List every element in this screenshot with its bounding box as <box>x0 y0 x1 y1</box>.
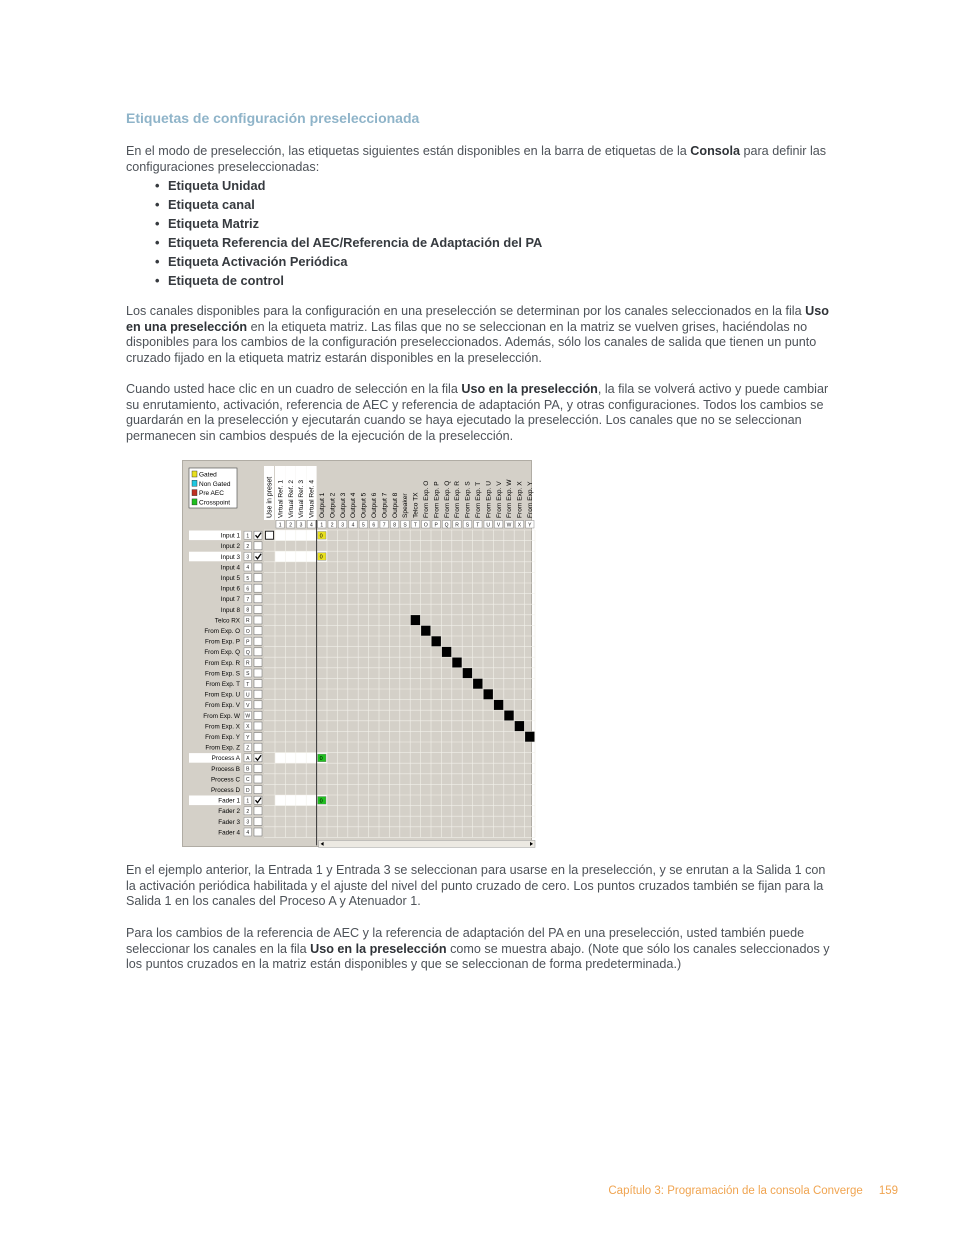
row-checkbox <box>254 690 262 698</box>
text-run: Los canales disponibles para la configuración en una preselección se determinan por los canales seleccionados en la fila <box>126 304 806 318</box>
row-code: Z <box>246 745 250 752</box>
row-checkbox <box>254 764 262 772</box>
column-code: 2 <box>289 522 292 529</box>
row-code: 2 <box>246 544 250 550</box>
routed-crosspoint <box>442 647 451 657</box>
crosspoint-level: 0 <box>319 798 323 805</box>
row-label: From Exp. Z <box>205 744 240 752</box>
column-header-label: Output 4 <box>350 492 358 518</box>
column-header-label: Output 3 <box>339 492 347 518</box>
matrix-grid <box>183 461 534 846</box>
page-footer <box>608 1185 898 1197</box>
row-label: Input 4 <box>220 564 240 572</box>
row-code: A <box>246 756 250 762</box>
row-checkbox <box>254 627 262 635</box>
column-code: V <box>496 522 501 529</box>
row-checkbox <box>254 574 262 582</box>
bold-term: Uso en la preselección <box>461 382 598 396</box>
focus-checkbox <box>266 531 274 539</box>
row-checkbox <box>254 616 262 624</box>
row-label: From Exp. P <box>205 638 240 646</box>
legend-label: Pre AEC <box>199 490 224 498</box>
row-checkbox <box>254 711 262 719</box>
row-code: R <box>245 618 250 625</box>
column-code: T <box>476 522 480 529</box>
bullet-icon: • <box>155 254 160 269</box>
routed-crosspoint <box>473 679 482 689</box>
row-checkbox <box>254 722 262 730</box>
routed-crosspoint <box>525 732 534 742</box>
row-checkbox <box>254 563 262 571</box>
column-header-label: From Exp. V <box>495 481 503 518</box>
row-code: C <box>245 777 250 784</box>
legend-swatch <box>192 499 197 505</box>
crosspoint-level: 0 <box>319 554 323 561</box>
row-label: Input 8 <box>220 606 240 614</box>
column-code: W <box>506 522 512 529</box>
row-code: D <box>245 787 250 794</box>
row-code: 6 <box>246 586 250 593</box>
column-header-label: From Exp. U <box>485 480 493 518</box>
column-code: Q <box>444 522 449 529</box>
text-run: para definir las configuraciones preseleccionadas: <box>126 144 827 174</box>
column-code: X <box>517 522 522 529</box>
bullet-icon: • <box>155 197 160 212</box>
use-in-preset-label: Use in preset <box>266 476 274 518</box>
section-heading: Etiquetas de configuración preseleccionada <box>126 110 420 126</box>
column-code: P <box>434 522 438 529</box>
column-code: 3 <box>341 522 344 529</box>
row-label: Fader 1 <box>218 797 240 805</box>
legend-swatch <box>192 471 197 477</box>
row-code: 1 <box>246 533 250 540</box>
list-item: • Etiqueta de control <box>155 273 284 288</box>
row-label: Input 3 <box>220 553 240 561</box>
row-label: Input 6 <box>220 585 240 593</box>
text-run: Cuando usted hace clic en un cuadro de selección en la fila <box>126 382 462 396</box>
row-checkbox <box>254 786 262 794</box>
bold-term: Uso en la preselección <box>310 941 447 956</box>
bold-term: Consola <box>690 144 740 158</box>
row-code: S <box>246 671 250 678</box>
aec-paragraph <box>126 926 832 973</box>
column-header-label: From Exp. S <box>464 481 472 518</box>
column-header-label: From Exp. O <box>423 480 430 518</box>
routed-crosspoint <box>411 615 420 625</box>
row-code: 4 <box>246 830 250 837</box>
row-checkbox <box>254 637 262 645</box>
column-header-label: Virtual Ref. 3 <box>298 480 306 518</box>
row-label: Fader 2 <box>218 808 240 816</box>
text-run: Para los cambios de la referencia de AEC y la referencia de adaptación del PA en una preselección, usted también puede seleccionar los canales en la fila <box>126 926 805 956</box>
checkbox-paragraph <box>126 382 832 445</box>
legend-swatch <box>192 490 197 496</box>
row-code: 3 <box>246 554 250 561</box>
list-item: • Etiqueta Referencia del AEC/Referencia de Adaptación del PA <box>155 235 543 250</box>
row-label: Process C <box>210 776 240 784</box>
column-header-label: Virtual Ref. 4 <box>308 480 316 518</box>
routed-crosspoint <box>515 721 524 731</box>
list-item: • Etiqueta Activación Periódica <box>155 254 348 269</box>
row-code: 4 <box>246 565 250 572</box>
routed-crosspoint <box>504 711 513 721</box>
row-checkbox <box>254 648 262 656</box>
bold-term: Uso en una preselección <box>126 304 829 334</box>
row-code: O <box>245 628 250 635</box>
page-number: 159 <box>878 1185 898 1197</box>
list-item: • Etiqueta canal <box>155 197 255 212</box>
row-label: From Exp. U <box>204 691 240 699</box>
column-code: O <box>423 522 428 529</box>
column-code: 5 <box>362 522 365 529</box>
column-header-label: From Exp. Q <box>443 480 451 518</box>
column-header-label: Output 8 <box>391 492 399 518</box>
row-checkbox <box>254 743 262 751</box>
row-checkbox <box>254 658 262 666</box>
row-checkbox <box>254 775 262 783</box>
column-code: U <box>486 522 491 529</box>
text-run: En el modo de preselección, las etiquetas siguientes están disponibles en la barra de etiquetas de la <box>126 144 691 158</box>
column-code: 3 <box>299 522 303 529</box>
column-header-label: From Exp. W <box>506 479 514 518</box>
column-header-label: Telco TX <box>412 492 420 518</box>
horizontal-scrollbar <box>319 840 535 847</box>
row-code: 7 <box>246 597 250 603</box>
crosspoint-level: 0 <box>319 756 323 762</box>
row-label: Input 7 <box>220 596 240 604</box>
row-label: Process B <box>211 765 240 773</box>
label-list <box>155 176 542 290</box>
column-header-label: From Exp. Y <box>527 481 534 518</box>
column-code: 8 <box>393 522 396 529</box>
legend-swatch <box>192 480 197 486</box>
matrix-screenshot <box>182 460 532 847</box>
column-code: T <box>413 522 417 529</box>
routed-crosspoint <box>494 700 503 710</box>
legend-label: Non Gated <box>199 480 231 488</box>
text-run: En el ejemplo anterior, la Entrada 1 y Entrada 3 se seleccionan para usarse en la preselección, y se enrutan a la Salida 1 con la activación periódica habilitada y el ajuste del nivel del punto cruzado de cero. Los puntos cruzados también se fijan para la Salida 1 en los canales del Proceso A y Atenuador 1. <box>126 863 826 909</box>
column-header-label: Output 1 <box>319 492 326 518</box>
row-code: 1 <box>246 798 250 805</box>
bullet-icon: • <box>155 235 160 250</box>
row-label: From Exp. S <box>205 670 240 678</box>
row-code: 3 <box>246 819 250 826</box>
routed-crosspoint <box>432 636 441 646</box>
row-code: V <box>246 703 250 709</box>
row-label: Process D <box>210 787 240 794</box>
column-header-label: Virtual Ref. 1 <box>277 480 285 518</box>
column-code: 1 <box>278 522 282 529</box>
text-run: , la fila se volverá activo y puede cambiar su enrutamiento, activación, referencia de AEC y referencia de adaptación PA, y otras configuraciones. Todos los cambios se guardarán en la preselección y ejecutarán cuando se haya ejecutado la preselección. Los canales que no se seleccionan permanecen sin cambios después de la ejecución de la preselección. <box>126 382 829 444</box>
column-code: Y <box>528 522 532 529</box>
list-item: • Etiqueta Unidad <box>155 178 266 193</box>
chapter-title: Capítulo 3: Programación de la consola Converge <box>608 1185 863 1197</box>
example-paragraph <box>126 863 832 910</box>
column-header-label: From Exp. P <box>433 481 441 518</box>
row-label: Fader 4 <box>218 829 240 837</box>
row-checkbox <box>254 595 262 603</box>
bullet-icon: • <box>155 216 160 231</box>
list-item: • Etiqueta Matriz <box>155 216 260 231</box>
row-checkbox <box>254 584 262 592</box>
routed-crosspoint <box>421 626 430 636</box>
row-label: Input 2 <box>220 543 240 551</box>
row-code: Q <box>245 650 250 656</box>
column-header-label: Output 2 <box>329 492 337 518</box>
intro-paragraph <box>126 144 832 175</box>
row-code: 8 <box>246 607 250 614</box>
routed-crosspoint <box>484 689 493 699</box>
routed-crosspoint <box>452 658 461 668</box>
row-code: 2 <box>246 809 250 815</box>
row-code: Y <box>246 734 250 741</box>
bullet-icon: • <box>155 273 160 288</box>
row-checkbox <box>254 605 262 613</box>
column-code: 2 <box>330 522 334 529</box>
row-label: From Exp. Q <box>204 649 240 657</box>
column-code: 4 <box>310 522 313 529</box>
row-checkbox <box>254 701 262 709</box>
column-code: S <box>465 522 470 529</box>
column-code: 4 <box>351 522 355 529</box>
row-checkbox <box>254 669 262 677</box>
row-checkbox <box>254 817 262 825</box>
text-run: en la etiqueta matriz. Las filas que no se seleccionan en la matriz se vuelven grises, haciéndolas no disponibles para los cambios de la configuración preseleccionados. Además, sólo los canales de salida que tienen un punto cruzado fijado en la etiqueta matriz estarán disponibles en la preselección. <box>126 319 817 366</box>
column-header-label: Speaker <box>402 493 410 518</box>
row-label: Input 5 <box>220 575 240 582</box>
routed-crosspoint <box>463 668 472 678</box>
row-checkbox <box>254 680 262 688</box>
column-header-label: From Exp. R <box>454 480 462 518</box>
row-code: U <box>245 692 250 699</box>
row-label: From Exp. Y <box>205 734 240 741</box>
column-code: 6 <box>372 522 376 529</box>
row-code: 5 <box>246 575 250 582</box>
bullet-icon: • <box>155 178 160 193</box>
row-checkbox <box>254 807 262 815</box>
row-label: Input 1 <box>220 532 240 540</box>
row-label: From Exp. R <box>204 659 240 667</box>
column-header-label: Output 5 <box>360 492 368 518</box>
column-header-label: Output 7 <box>381 492 389 518</box>
row-label: From Exp. O <box>204 628 240 635</box>
legend-label: Crosspoint <box>199 499 231 507</box>
row-label: Telco RX <box>214 617 240 625</box>
row-code: R <box>245 660 250 667</box>
row-checkbox <box>254 733 262 741</box>
row-checkbox <box>254 542 262 550</box>
row-label: Fader 3 <box>218 818 240 826</box>
column-code: 1 <box>320 522 324 529</box>
row-label: From Exp. T <box>205 681 240 688</box>
row-code: T <box>246 681 250 688</box>
row-label: From Exp. X <box>205 723 240 731</box>
column-code: 7 <box>382 522 386 529</box>
crosspoint-level: 0 <box>319 533 323 540</box>
legend-label: Gated <box>199 471 217 479</box>
channels-paragraph <box>126 304 832 367</box>
row-code: P <box>246 639 250 646</box>
column-header-label: Virtual Ref. 2 <box>287 480 295 518</box>
column-header-label: From Exp. T <box>475 481 482 518</box>
row-code: X <box>246 724 250 731</box>
row-checkbox <box>254 828 262 836</box>
row-label: From Exp. W <box>203 712 240 720</box>
row-label: Process A <box>211 755 240 763</box>
column-header-label: From Exp. X <box>516 481 524 518</box>
row-code: B <box>246 766 250 773</box>
text-run: como se muestra abajo. (Note que sólo los canales seleccionados y los puntos cruzados en la matriz están disponibles y que se seleccionan de forma predeterminada.) <box>126 941 830 972</box>
column-code: S <box>403 522 407 529</box>
column-code: R <box>455 522 459 529</box>
row-code: W <box>245 713 251 720</box>
row-label: From Exp. V <box>205 702 240 710</box>
column-header-label: Output 6 <box>371 492 378 518</box>
